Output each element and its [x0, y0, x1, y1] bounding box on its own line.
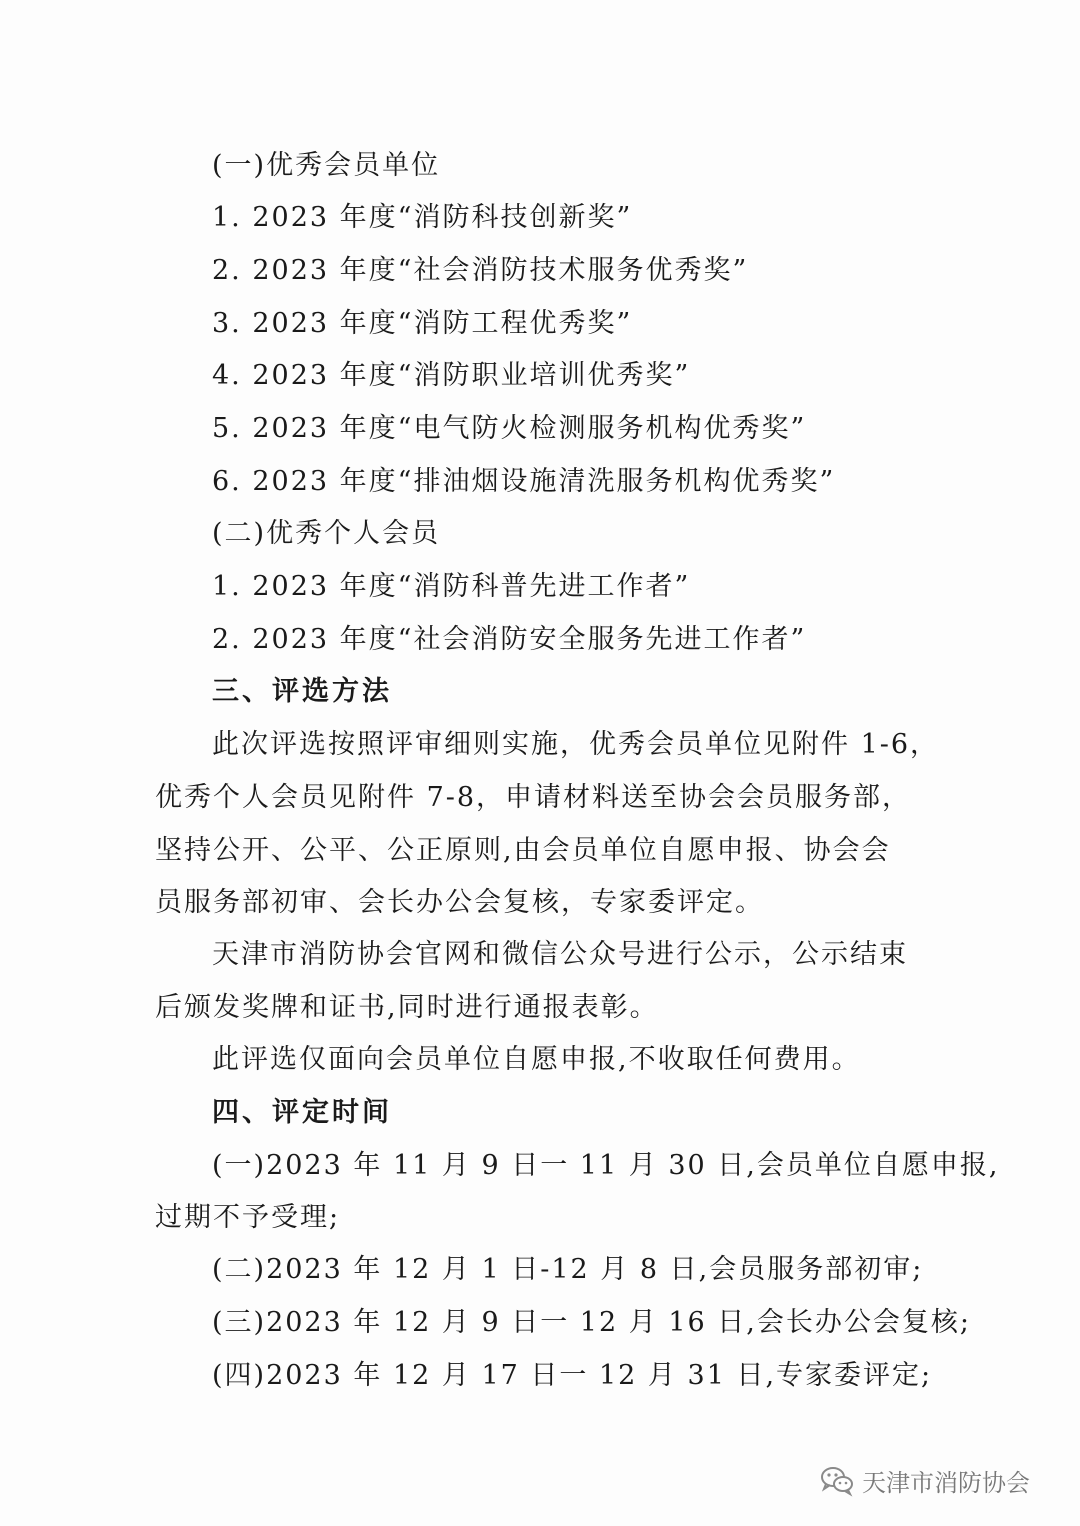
award-item-5: 5. 2023 年度“电气防火检测服务机构优秀奖” — [212, 413, 807, 444]
paragraph-no-fee: 此评选仅面向会员单位自愿申报,不收取任何费用。 — [212, 1044, 861, 1075]
individual-award-1: 1. 2023 年度“消防科普先进工作者” — [212, 571, 691, 602]
paragraph-method-line-1: 此次评选按照评审细则实施，优秀会员单位见附件 1-6， — [212, 729, 940, 760]
paragraph-method-line-4: 员服务部初审、会长办公会复核，专家委评定。 — [155, 887, 764, 918]
schedule-item-2: (二)2023 年 12 月 1 日-12 月 8 日,会员服务部初审; — [212, 1254, 924, 1285]
section-1-title: (一)优秀会员单位 — [212, 150, 441, 181]
award-item-1: 1. 2023 年度“消防科技创新奖” — [212, 202, 633, 233]
schedule-item-4: (四)2023 年 12 月 17 日一 12 月 31 日,专家委评定; — [212, 1360, 933, 1391]
award-item-4: 4. 2023 年度“消防职业培训优秀奖” — [212, 360, 691, 391]
paragraph-method-line-2: 优秀个人会员见附件 7-8，申请材料送至协会会员服务部， — [155, 782, 912, 813]
award-item-3: 3. 2023 年度“消防工程优秀奖” — [212, 308, 633, 339]
award-item-6: 6. 2023 年度“排油烟设施清洗服务机构优秀奖” — [212, 466, 836, 497]
paragraph-publicity-line-2: 后颁发奖牌和证书,同时进行通报表彰。 — [155, 992, 659, 1023]
heading-evaluation-time: 四、评定时间 — [212, 1097, 392, 1128]
paragraph-publicity-line-1: 天津市消防协会官网和微信公众号进行公示，公示结束 — [212, 939, 908, 970]
watermark-text: 天津市消防协会 — [862, 1468, 1030, 1497]
schedule-item-1-line-2: 过期不予受理; — [155, 1202, 341, 1233]
wechat-watermark — [820, 1460, 1030, 1500]
individual-award-2: 2. 2023 年度“社会消防安全服务先进工作者” — [212, 624, 807, 655]
paragraph-method-line-3: 坚持公开、公平、公正原则,由会员单位自愿申报、协会会 — [155, 835, 891, 866]
award-item-2: 2. 2023 年度“社会消防技术服务优秀奖” — [212, 255, 749, 286]
wechat-icon — [820, 1463, 854, 1497]
section-2-title: (二)优秀个人会员 — [212, 518, 441, 549]
schedule-item-1-line-1: (一)2023 年 11 月 9 日一 11 月 30 日,会员单位自愿申报, — [212, 1150, 1000, 1181]
schedule-item-3: (三)2023 年 12 月 9 日一 12 月 16 日,会长办公会复核; — [212, 1307, 971, 1338]
heading-selection-method: 三、评选方法 — [212, 676, 392, 707]
